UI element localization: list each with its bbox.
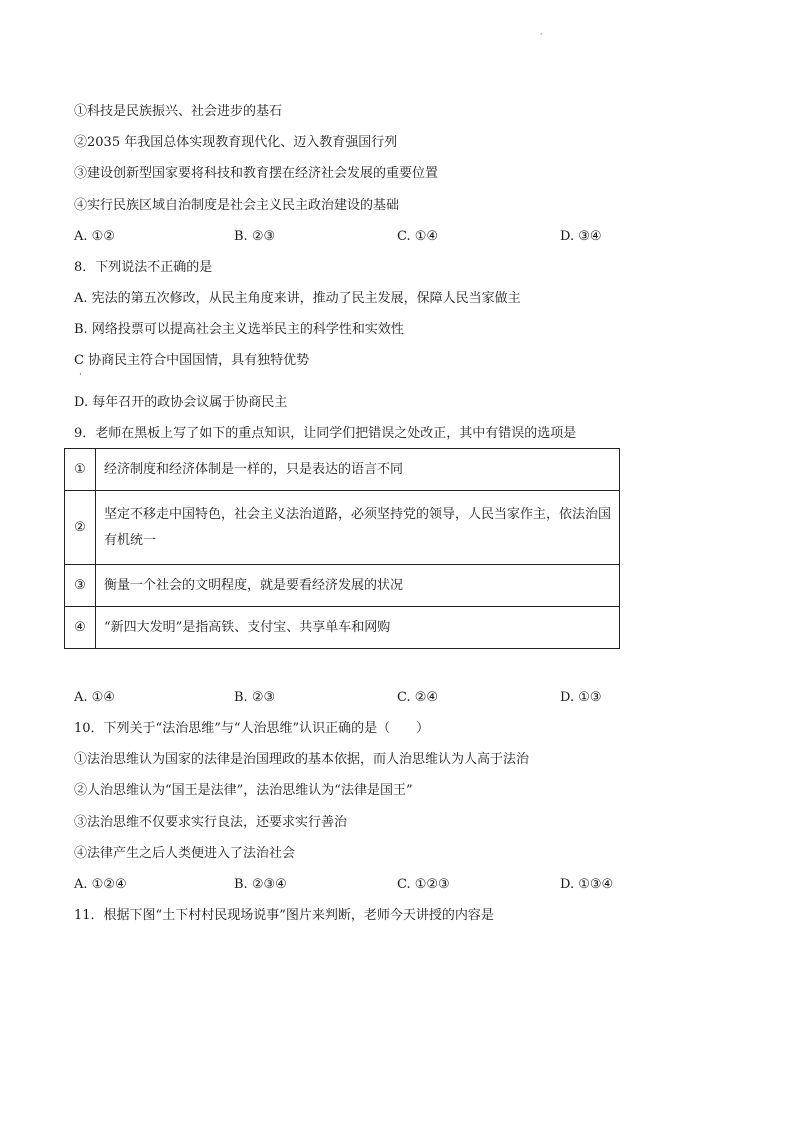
- q10-options: [74, 876, 654, 894]
- q8-stem: 8．下列说法不正确的是: [74, 260, 213, 275]
- q10-statement-2: ②人治思维认为“国王是法律”，法治思维认为“法律是国王”: [74, 783, 413, 798]
- q7-option-c[interactable]: C. ①④: [397, 229, 439, 244]
- q10-option-a[interactable]: A. ①②④: [74, 877, 127, 892]
- row-text: 衡量一个社会的文明程度，就是要看经济发展的状况: [96, 565, 620, 607]
- scan-dot: ·: [540, 30, 543, 39]
- row-number: ③: [65, 565, 96, 607]
- q9-option-c[interactable]: C. ②④: [397, 690, 439, 705]
- stray-mark: ·: [79, 370, 82, 380]
- q7-option-a[interactable]: A. ①②: [74, 229, 115, 244]
- q9-stem: 9．老师在黑板上写了如下的重点知识，让同学们把错误之处改正，其中有错误的选项是: [74, 426, 577, 441]
- q10-statement-1: ①法治思维认为国家的法律是治国理政的基本依据，而人治思维认为人高于法治: [74, 752, 530, 767]
- q8-option-c[interactable]: C 协商民主符合中国国情，具有独特优势: [74, 353, 310, 368]
- q10-statement-3: ③法治思维不仅要求实行良法，还要求实行善治: [74, 815, 348, 830]
- q7-statement-2: ②2035 年我国总体实现教育现代化、迈入教育强国行列: [74, 135, 398, 150]
- row-text: “新四大发明”是指高铁、支付宝、共享单车和网购: [96, 607, 620, 649]
- q10-statement-4: ④法律产生之后人类便进入了法治社会: [74, 846, 296, 861]
- q7-option-b[interactable]: B. ②③: [234, 229, 276, 244]
- q10-option-b[interactable]: B. ②③④: [234, 877, 287, 892]
- q11-stem: 11．根据下图“土下村村民现场说事”图片来判断，老师今天讲授的内容是: [74, 908, 494, 923]
- q9-knowledge-table: [64, 448, 620, 649]
- table-row: [65, 449, 620, 491]
- q9-option-d[interactable]: D. ①③: [560, 690, 602, 705]
- q10-option-d[interactable]: D. ①③④: [560, 877, 614, 892]
- q10-option-c[interactable]: C. ①②③: [397, 877, 450, 892]
- q8-option-a[interactable]: A. 宪法的第五次修改，从民主角度来讲，推动了民主发展，保障人民当家做主: [74, 291, 521, 306]
- q8-option-b[interactable]: B. 网络投票可以提高社会主义选举民主的科学性和实效性: [74, 322, 404, 337]
- row-number: ④: [65, 607, 96, 649]
- table-row: [65, 491, 620, 565]
- table-row: [65, 565, 620, 607]
- row-text: 经济制度和经济体制是一样的，只是表达的语言不同: [96, 449, 620, 491]
- row-text: 坚定不移走中国特色，社会主义法治道路，必须坚持党的领导，人民当家作主，依法治国有机统一: [96, 491, 620, 565]
- q7-statement-4: ④实行民族区域自治制度是社会主义民主政治建设的基础: [74, 198, 400, 213]
- q9-options: [74, 689, 654, 707]
- q7-options: [74, 228, 654, 246]
- q9-option-a[interactable]: A. ①④: [74, 690, 115, 705]
- q8-option-d[interactable]: D. 每年召开的政协会议属于协商民主: [74, 395, 288, 410]
- q7-statement-3: ③建设创新型国家要将科技和教育摆在经济社会发展的重要位置: [74, 166, 439, 181]
- q9-option-b[interactable]: B. ②③: [234, 690, 276, 705]
- q7-option-d[interactable]: D. ③④: [560, 229, 602, 244]
- table-row: [65, 607, 620, 649]
- q10-stem: 10．下列关于“法治思维”与“人治思维”认识正确的是（ ）: [74, 721, 430, 736]
- q7-statement-1: ①科技是民族振兴、社会进步的基石: [74, 104, 283, 119]
- row-number: ②: [65, 491, 96, 565]
- row-number: ①: [65, 449, 96, 491]
